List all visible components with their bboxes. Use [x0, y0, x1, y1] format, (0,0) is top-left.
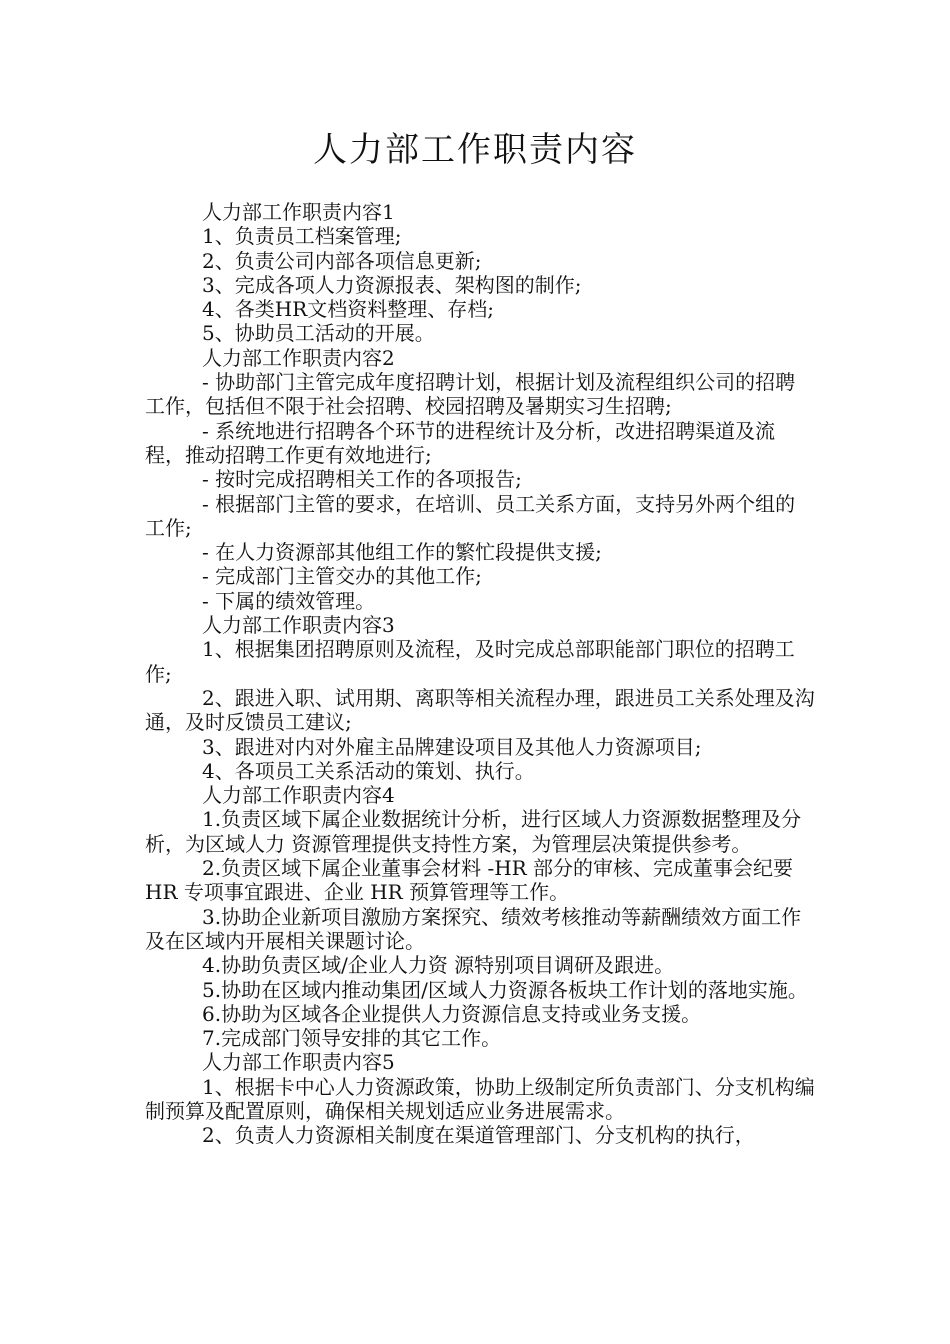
paragraph: 人力部工作职责内容3	[202, 613, 395, 638]
paragraph: 6.协助为区域各企业提供人力资源信息支持或业务支援。	[202, 1001, 702, 1026]
paragraph: 3、完成各项人力资源报表、架构图的制作;	[202, 272, 582, 297]
paragraph: - 系统地进行招聘各个环节的进程统计及分析，改进招聘渠道及流程，推动招聘工作更有效地进行;	[145, 418, 776, 467]
paragraph: 5、协助员工活动的开展。	[202, 321, 435, 346]
paragraph: 2.负责区域下属企业董事会材料 -HR 部分的审核、完成董事会纪要 HR 专项事宜跟进、企业 HR 预算管理等工作。	[145, 856, 794, 905]
paragraph: 1、负责员工档案管理;	[202, 224, 402, 249]
document-title: 人力部工作职责内容	[313, 130, 637, 170]
paragraph: 1、根据集团招聘原则及流程，及时完成总部职能部门职位的招聘工作;	[145, 637, 795, 686]
paragraph: 1、根据卡中心人力资源政策，协助上级制定所负责部门、分支机构编制预算及配置原则，确保相关规划适应业务进展需求。	[145, 1074, 815, 1123]
paragraph: - 协助部门主管完成年度招聘计划，根据计划及流程组织公司的招聘工作，包括但不限于社会招聘、校园招聘及暑期实习生招聘;	[145, 370, 796, 419]
paragraph: 2、跟进入职、试用期、离职等相关流程办理，跟进员工关系处理及沟通，及时反馈员工建议;	[145, 685, 815, 735]
paragraph: 人力部工作职责内容5	[202, 1050, 395, 1075]
paragraph: - 按时完成招聘相关工作的各项报告;	[202, 467, 522, 492]
paragraph: 3、跟进对内对外雇主品牌建设项目及其他人力资源项目;	[202, 734, 702, 759]
paragraph: 4.协助负责区域/企业人力资 源特别项目调研及跟进。	[202, 953, 675, 978]
paragraph: 2、负责公司内部各项信息更新;	[202, 248, 482, 273]
paragraph: 7.完成部门领导安排的其它工作。	[202, 1026, 502, 1051]
paragraph: 3.协助企业新项目激励方案探究、绩效考核推动等薪酬绩效方面工作及在区域内开展相关课题讨论。	[145, 904, 802, 953]
paragraph: - 下属的绩效管理。	[202, 588, 376, 613]
paragraph: 4、各项员工关系活动的策划、执行。	[202, 758, 535, 783]
paragraph: 5.协助在区域内推动集团/区域人力资源各板块工作计划的落地实施。	[202, 977, 808, 1002]
paragraph: - 根据部门主管的要求，在培训、员工关系方面，支持另外两个组的工作;	[145, 491, 796, 540]
paragraph: 人力部工作职责内容1	[202, 200, 395, 224]
document-body	[145, 200, 815, 1148]
paragraph: - 完成部门主管交办的其他工作;	[202, 564, 482, 589]
paragraph: - 在人力资源部其他组工作的繁忙段提供支援;	[202, 540, 602, 565]
paragraph: 4、各类HR文档资料整理、存档;	[202, 297, 494, 322]
paragraph: 2、负责人力资源相关制度在渠道管理部门、分支机构的执行，	[202, 1123, 755, 1148]
paragraph: 人力部工作职责内容4	[202, 783, 395, 808]
paragraph: 1.负责区域下属企业数据统计分析，进行区域人力资源数据整理及分析，为区域人力 资源管理提供支持性方案，为管理层决策提供参考。	[145, 807, 802, 856]
paragraph: 人力部工作职责内容2	[202, 345, 395, 370]
